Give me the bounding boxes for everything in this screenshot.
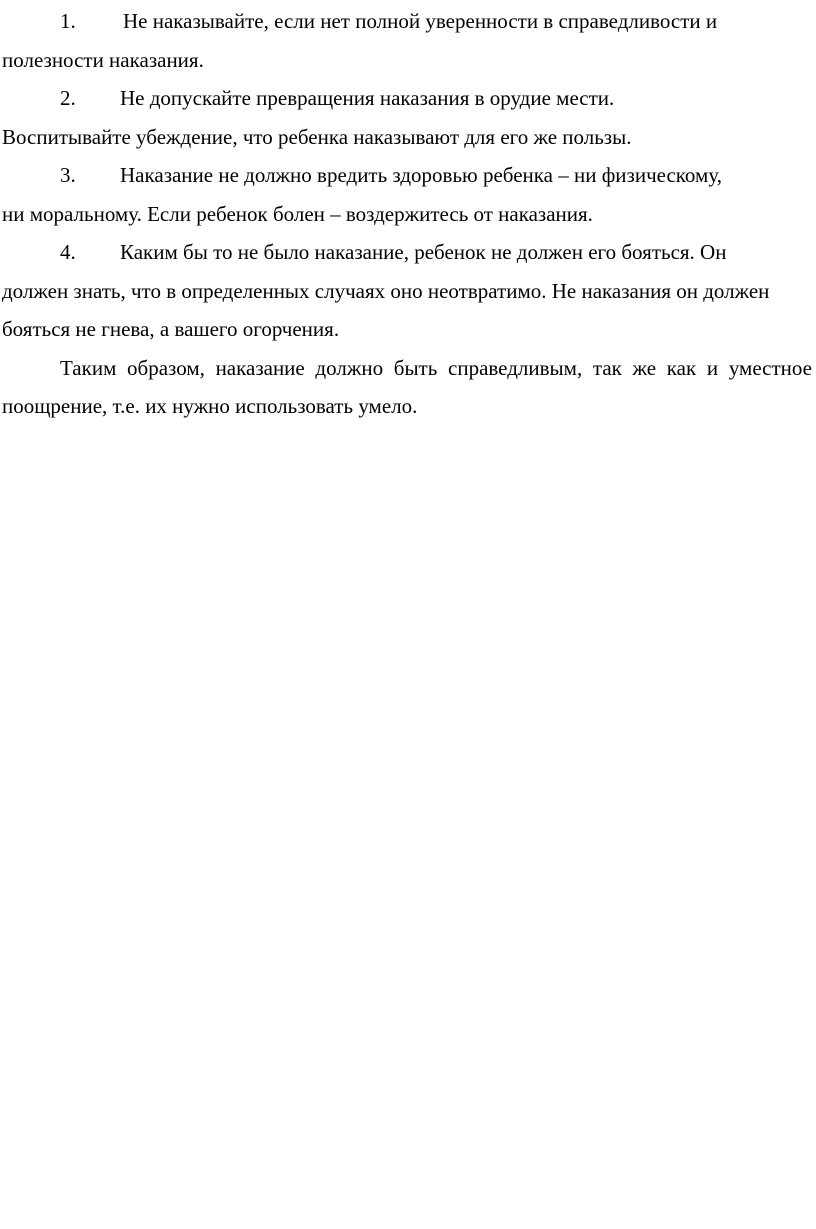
list-item-text: Каким бы то не было наказание, ребенок не должен его бояться. Он: [120, 240, 727, 264]
list-item-continuation: полезности наказания.: [2, 47, 204, 72]
list-item-first-line: [2, 156, 812, 195]
list-item-number: 4.: [60, 240, 76, 264]
list-item-number: 2.: [60, 86, 76, 110]
list-item-continuation: ни моральному. Если ребенок болен – воздержитесь от наказания.: [2, 201, 593, 226]
list-item-number: 3.: [60, 163, 76, 187]
list-item-text: Не наказывайте, если нет полной уверенности в справедливости и: [123, 9, 718, 33]
list-item-continuation: Воспитывайте убеждение, что ребенка наказывают для его же пользы.: [2, 124, 632, 149]
list-item: [2, 2, 812, 79]
list-item-text: Наказание не должно вредить здоровью ребенка – ни физическому,: [120, 163, 722, 187]
list-item: [2, 156, 812, 233]
list-item-number: 1.: [60, 9, 76, 33]
list-item-first-line: [2, 233, 812, 272]
list-item-first-line: [2, 2, 812, 41]
list-item: [2, 79, 812, 156]
list-item: [2, 233, 812, 349]
list-item-text: Не допускайте превращения наказания в орудие мести.: [120, 86, 615, 110]
list-item-first-line: [2, 79, 812, 118]
list-item-continuation: должен знать, что в определенных случаях оно неотвратимо. Не наказания он должен бояться не гнева, а вашего огорчения.: [2, 278, 770, 341]
conclusion-paragraph: Таким образом, наказание должно быть справедливым, так же как и уместное поощрение, т.е. их нужно использовать умело.: [2, 355, 812, 418]
document-body: [2, 2, 812, 426]
